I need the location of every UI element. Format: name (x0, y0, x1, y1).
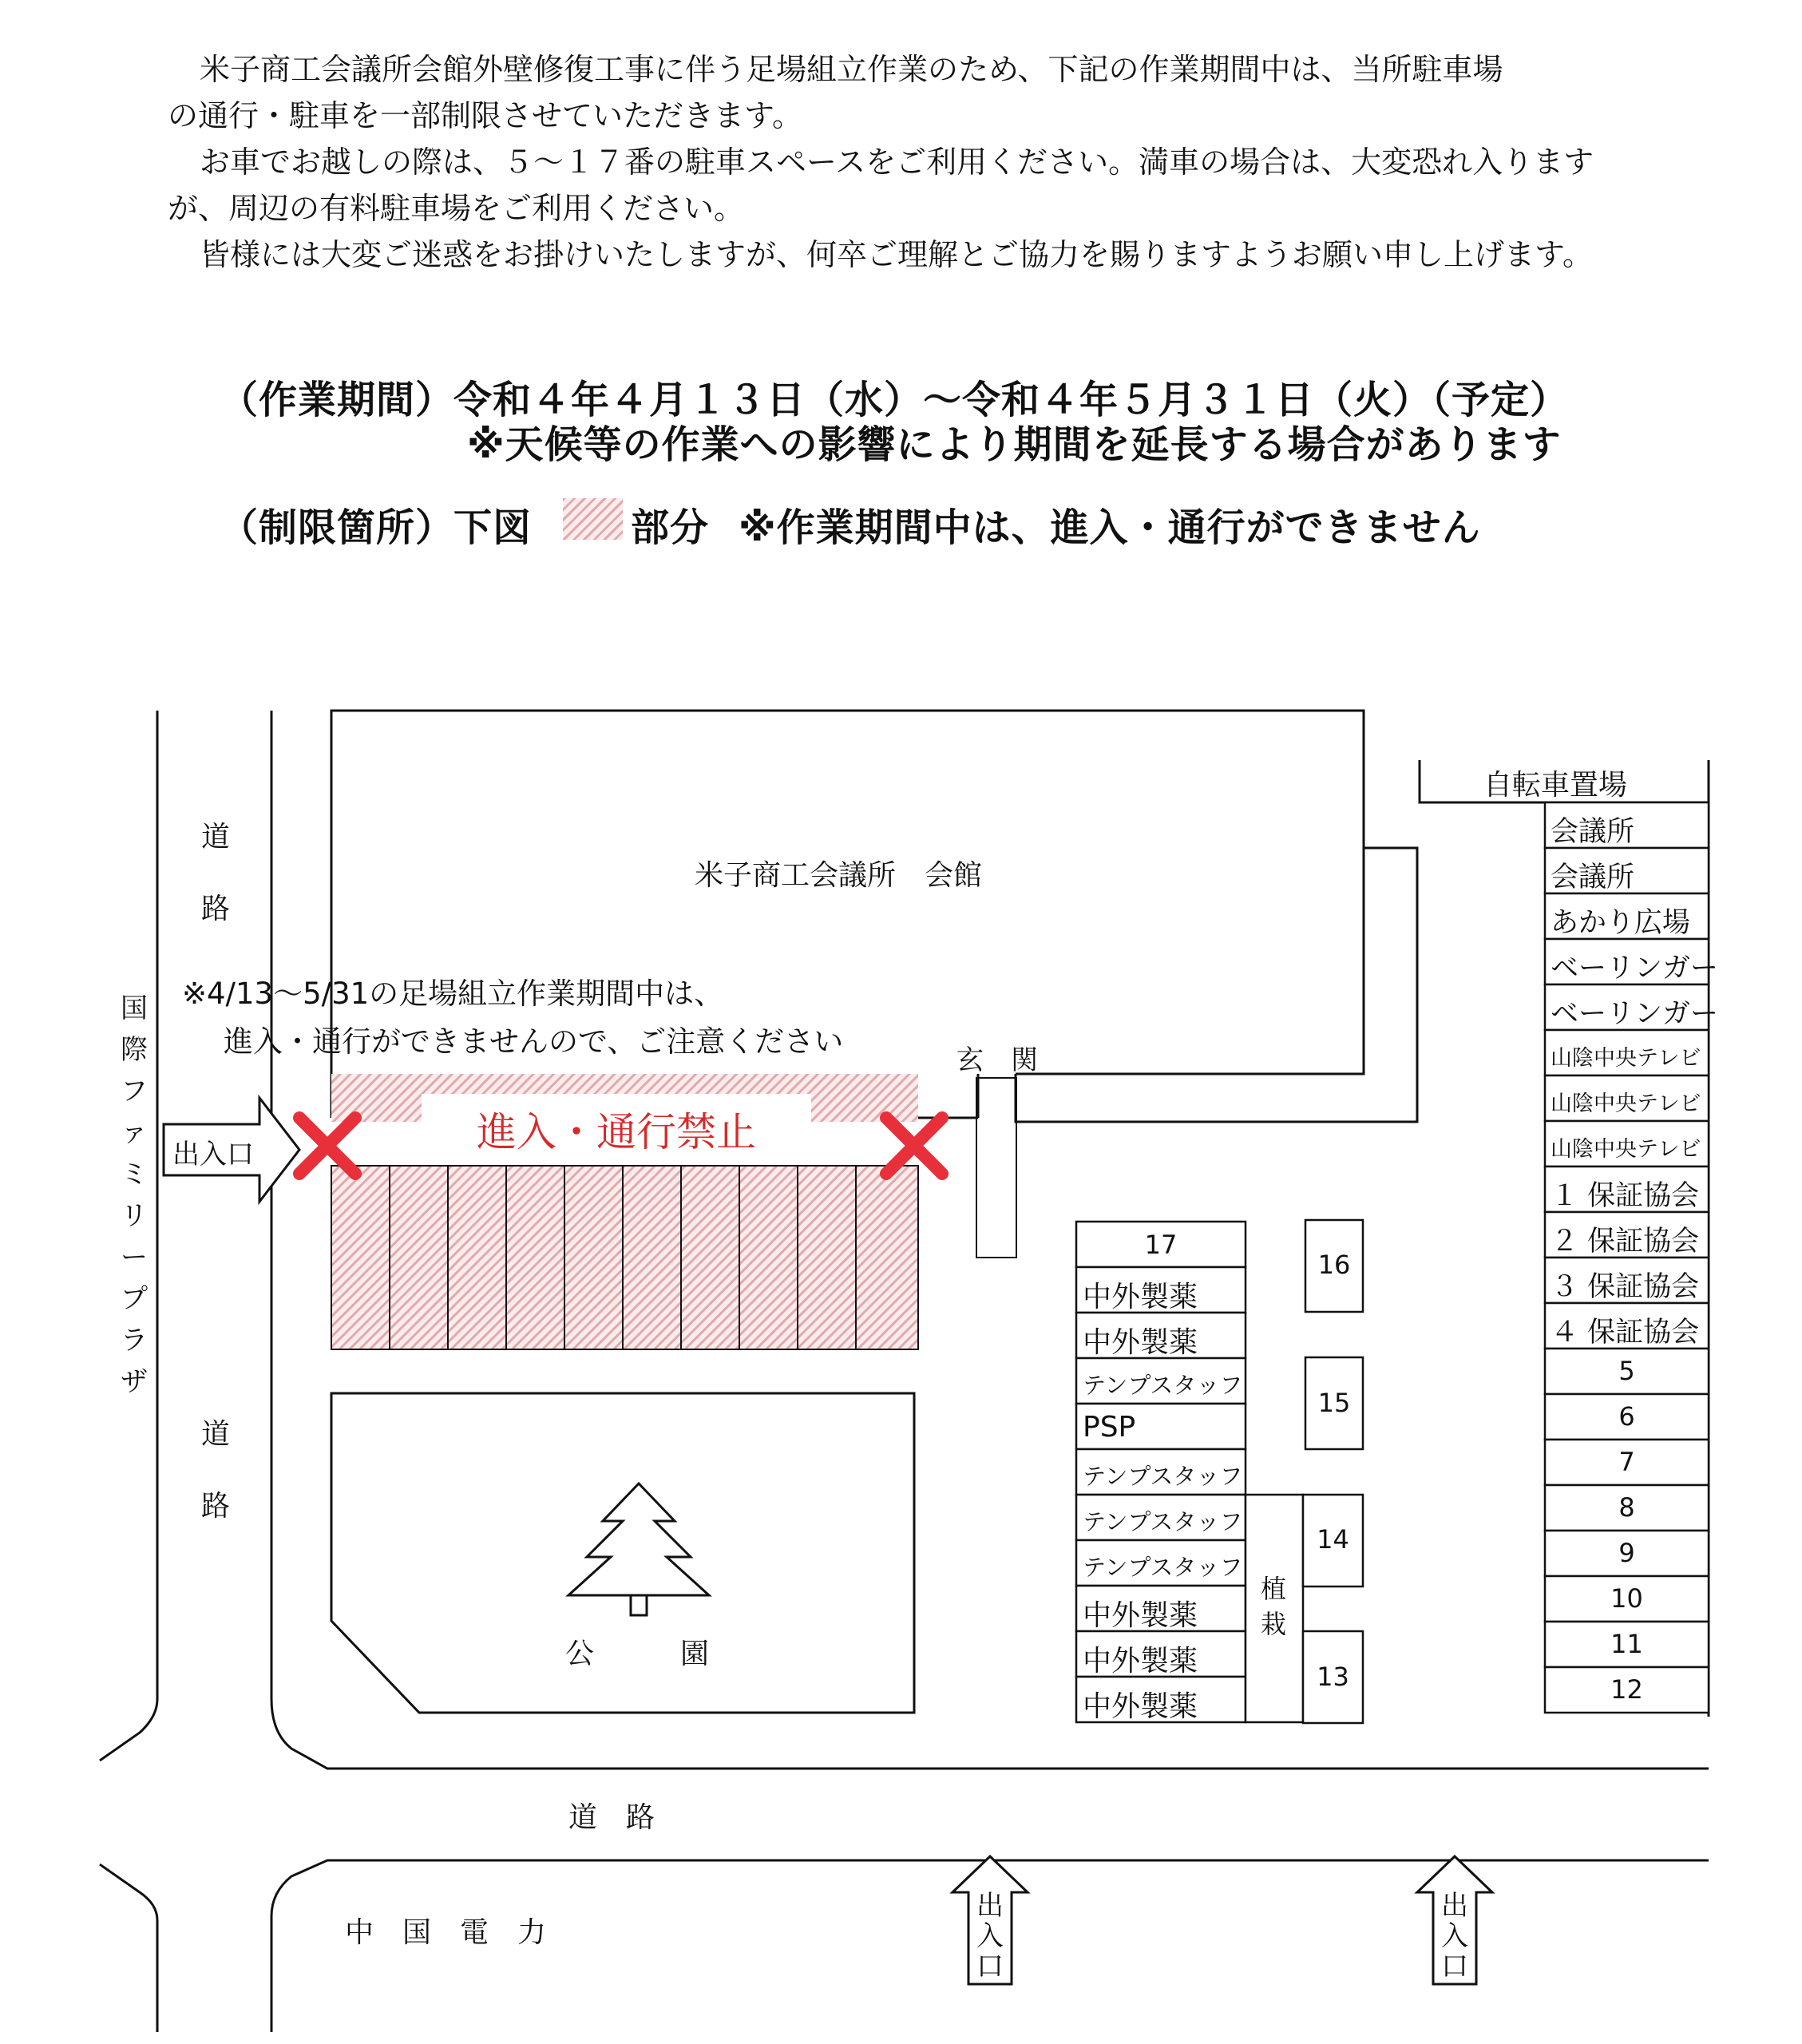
family-plaza-char-2: 際 (121, 1034, 148, 1066)
tree-icon (568, 1483, 709, 1615)
middle-space-1: 17 (1144, 1230, 1178, 1260)
family-plaza-char-3: フ (121, 1075, 148, 1107)
south-gate-2-label (1439, 1891, 1471, 1982)
right-space-12: ４ 保証協会 (1551, 1317, 1700, 1349)
right-space-11: ３ 保証協会 (1551, 1271, 1700, 1303)
warning-line-1: ※4/13～5/31の足場組立作業期間中は、 (182, 976, 724, 1011)
right-space-19: 11 (1610, 1629, 1643, 1659)
planting-label (1257, 1571, 1289, 1642)
family-plaza-char-9: ラ (121, 1325, 148, 1357)
period-label: （作業期間） (220, 378, 455, 422)
area-label: （制限箇所） (220, 505, 455, 550)
right-space-2: 会議所 (1551, 862, 1635, 893)
park-label: 公 園 (565, 1638, 710, 1670)
space-15: 15 (1317, 1388, 1351, 1418)
right-space-14: 6 (1618, 1401, 1635, 1432)
middle-space-11: 中外製薬 (1083, 1690, 1198, 1723)
family-plaza-char-10: ザ (121, 1366, 148, 1398)
no-entry-banner: 進入・通行禁止 (477, 1109, 756, 1155)
middle-space-3: 中外製薬 (1083, 1326, 1198, 1359)
middle-space-7: テンプスタッフ (1083, 1508, 1243, 1535)
right-space-9: １ 保証協会 (1551, 1180, 1700, 1212)
planting-char-2: 栽 (1260, 1609, 1286, 1639)
road-left-outer-edge-lower (100, 1864, 157, 2032)
middle-space-9: 中外製薬 (1083, 1599, 1198, 1632)
family-plaza-char-5: ミ (121, 1159, 148, 1190)
family-plaza-char-7: ー (121, 1242, 148, 1274)
warning-line-2: 進入・通行ができませんので、ご注意ください (224, 1024, 844, 1059)
middle-space-4: テンプスタッフ (1083, 1372, 1243, 1399)
south-gate-1-char-2: 入 (976, 1920, 1004, 1952)
west-gate-label: 出入口 (172, 1139, 254, 1171)
family-plaza-char-8: プ (121, 1283, 148, 1315)
planting-char-1: 植 (1260, 1574, 1286, 1604)
period-value: 令和４年４月１３日（水）～令和４年５月３１日（火）（予定） (453, 378, 1570, 422)
right-space-1: 会議所 (1551, 816, 1635, 848)
area-note: ※作業期間中は、進入・通行ができません (739, 505, 1481, 550)
right-space-8: 山陰中央テレビ (1551, 1137, 1701, 1162)
south-gate-2-char-1: 出 (1441, 1890, 1468, 1922)
middle-space-10: 中外製薬 (1083, 1645, 1198, 1678)
small-parking-spaces (1303, 1220, 1363, 1723)
notice-line-3: お車でお越しの際は、５～１７番の駐車スペースをご利用ください。満車の場合は、大変恐れ入ります (200, 145, 1594, 180)
road-left-top-char-1: 道 (201, 821, 231, 854)
middle-space-5: PSP (1083, 1411, 1136, 1444)
entrance-walkway (976, 1078, 1016, 1258)
right-space-4: ベーリンガー (1551, 953, 1719, 984)
right-space-5: ベーリンガー (1551, 998, 1719, 1030)
red-cross-left (299, 1118, 355, 1174)
space-14: 14 (1317, 1524, 1349, 1555)
space-16: 16 (1317, 1250, 1351, 1280)
right-space-16: 8 (1618, 1492, 1635, 1523)
right-space-3: あかり広場 (1551, 907, 1691, 939)
south-gate-1-char-3: 口 (976, 1951, 1004, 1983)
notice-line-2: の通行・駐車を一部制限させていただきます。 (168, 98, 802, 133)
right-space-13: 5 (1618, 1356, 1635, 1386)
family-plaza-label (118, 988, 150, 1403)
south-gate-1-char-1: 出 (976, 1890, 1004, 1922)
bicycle-parking-label: 自転車置場 (1483, 769, 1628, 802)
building-label: 米子商工会議所 会館 (695, 859, 983, 892)
road-bottom-label: 道 路 (568, 1801, 655, 1834)
area-value-post: 部分 (631, 505, 710, 550)
road-left-top-char-2: 路 (201, 893, 231, 925)
middle-space-6: テンプスタッフ (1083, 1463, 1243, 1490)
right-space-10: ２ 保証協会 (1551, 1226, 1700, 1258)
right-space-7: 山陰中央テレビ (1551, 1091, 1701, 1116)
right-space-6: 山陰中央テレビ (1551, 1046, 1701, 1071)
right-space-18: 10 (1610, 1583, 1643, 1614)
right-space-20: 12 (1610, 1674, 1643, 1705)
map-lines (100, 711, 1709, 2032)
building-annex (1016, 848, 1417, 1122)
family-plaza-char-6: リ (121, 1200, 148, 1232)
south-gate-2-char-3: 口 (1441, 1951, 1468, 1983)
restricted-parking (331, 1166, 918, 1349)
area-value-pre: 下図 (453, 505, 533, 550)
notice-line-4: が、周辺の有料駐車場をご利用ください。 (168, 191, 745, 226)
period-note: ※天候等の作業への影響により期間を延長する場合があります (467, 422, 1562, 467)
road-left-bottom-char-2: 路 (201, 1490, 231, 1523)
notice-line-1: 米子商工会議所会館外壁修復工事に伴う足場組立作業のため、下記の作業期間中は、当所駐車場 (200, 52, 1503, 87)
south-gate-2-char-2: 入 (1441, 1920, 1468, 1952)
space-13: 13 (1317, 1662, 1349, 1692)
right-space-17: 9 (1618, 1538, 1635, 1568)
south-gate-1-label (974, 1891, 1006, 1982)
middle-space-2: 中外製薬 (1083, 1281, 1198, 1313)
chugoku-denryoku-label: 中 国 電 力 (345, 1916, 547, 1949)
entrance-label: 玄 関 (956, 1044, 1038, 1076)
right-space-15: 7 (1618, 1447, 1635, 1477)
family-plaza-char-1: 国 (121, 992, 148, 1024)
middle-space-8: テンプスタッフ (1083, 1554, 1243, 1581)
family-plaza-char-4: ァ (121, 1117, 148, 1149)
notice-line-5: 皆様には大変ご迷惑をお掛けいたしますが、何卒ご理解とご協力を賜りますようお願い申し上げます。 (200, 237, 1593, 272)
road-left-bottom-char-1: 道 (201, 1418, 231, 1451)
